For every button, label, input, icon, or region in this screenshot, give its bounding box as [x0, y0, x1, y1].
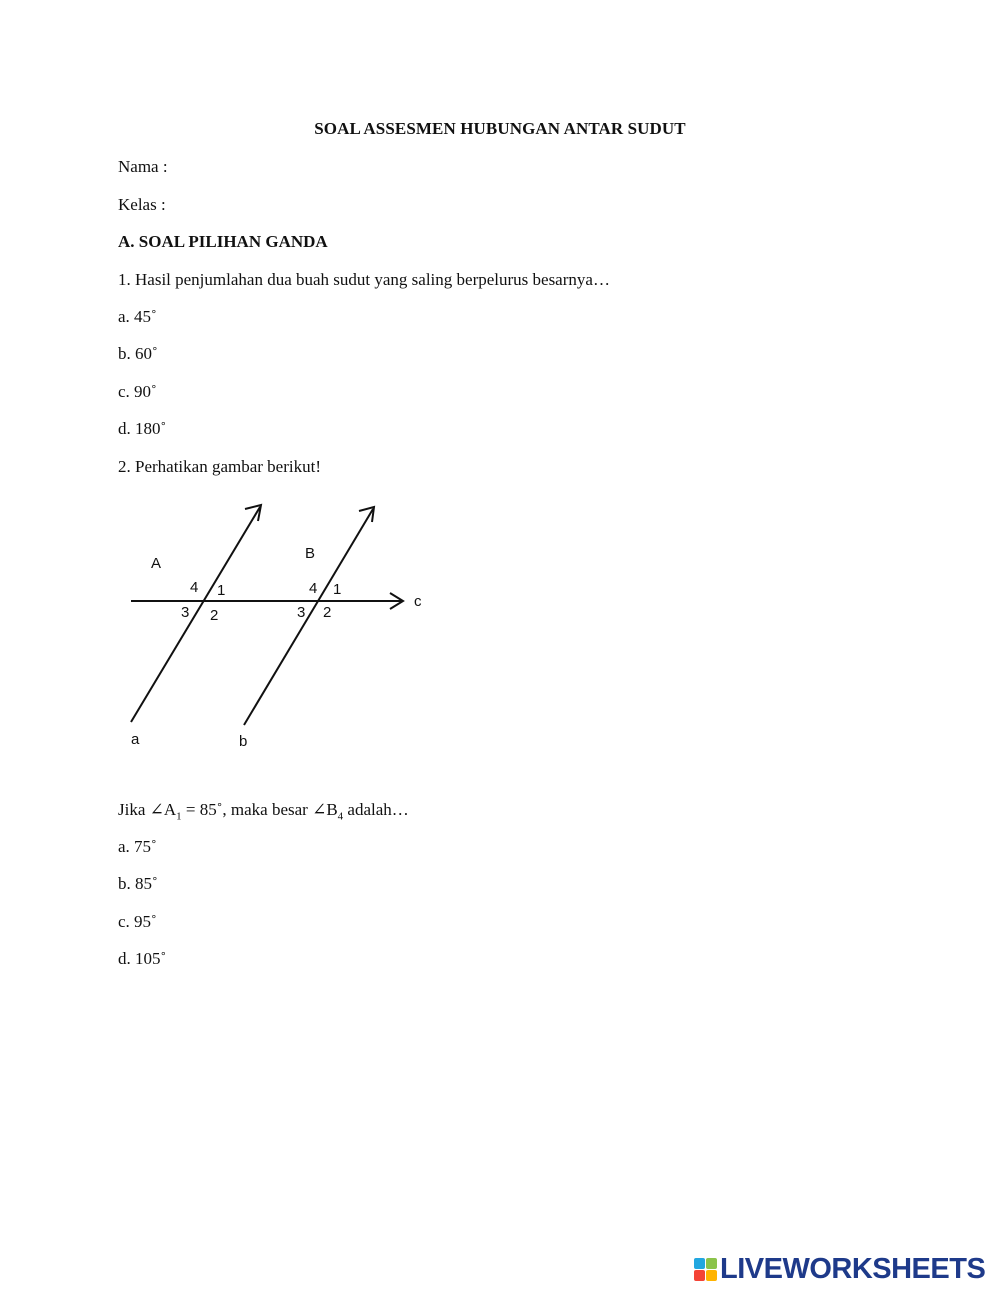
logo-tile-4	[706, 1270, 717, 1281]
logo-tile-2	[706, 1258, 717, 1269]
label-A: A	[151, 555, 162, 572]
question-1-text: 1. Hasil penjumlahan dua buah sudut yang saling berpelurus besarnya…	[118, 270, 610, 289]
question-1-option-d[interactable]: d. 180˚	[118, 419, 167, 438]
prompt-subscript-1: 1	[176, 810, 182, 823]
question-1-option-b[interactable]: b. 60˚	[118, 344, 158, 363]
question-1-option-a[interactable]: a. 45˚	[118, 307, 157, 326]
label-A-3: 3	[181, 604, 190, 621]
question-2-option-d[interactable]: d. 105˚	[118, 949, 167, 968]
prompt-middle: = 85˚, maka besar ∠B	[181, 800, 338, 819]
name-field-label: Nama :	[118, 157, 168, 176]
label-B-3: 3	[297, 604, 306, 621]
class-field-label: Kelas :	[118, 195, 166, 214]
label-B-1: 1	[333, 581, 342, 598]
document-title: SOAL ASSESMEN HUBUNGAN ANTAR SUDUT	[314, 119, 686, 138]
parallel-lines-figure	[118, 495, 438, 755]
question-1-option-c[interactable]: c. 90˚	[118, 382, 157, 401]
prompt-suffix: adalah…	[343, 800, 409, 819]
question-2-text: 2. Perhatikan gambar berikut!	[118, 457, 321, 476]
label-A-4: 4	[190, 579, 199, 596]
label-B: B	[305, 545, 316, 562]
question-2-option-b[interactable]: b. 85˚	[118, 874, 158, 893]
logo-tile-1	[694, 1258, 705, 1269]
liveworksheets-logo-icon	[694, 1258, 717, 1281]
label-B-2: 2	[323, 604, 332, 621]
prompt-prefix: Jika ∠A	[118, 800, 177, 819]
brand-name: LIVEWORKSHEETS	[720, 1252, 986, 1285]
question-2-prompt	[118, 800, 409, 826]
section-heading: A. SOAL PILIHAN GANDA	[118, 232, 328, 251]
label-A-2: 2	[210, 607, 219, 624]
prompt-subscript-4: 4	[337, 810, 344, 823]
line-a	[131, 507, 260, 722]
logo-tile-3	[694, 1270, 705, 1281]
question-2-option-a[interactable]: a. 75˚	[118, 837, 157, 856]
label-c: c	[414, 593, 422, 610]
label-B-4: 4	[309, 580, 318, 597]
label-b: b	[239, 733, 248, 750]
liveworksheets-brand	[694, 1254, 985, 1284]
label-a: a	[131, 731, 140, 748]
label-A-1: 1	[217, 582, 226, 599]
line-b	[244, 509, 373, 725]
question-2-option-c[interactable]: c. 95˚	[118, 912, 157, 931]
